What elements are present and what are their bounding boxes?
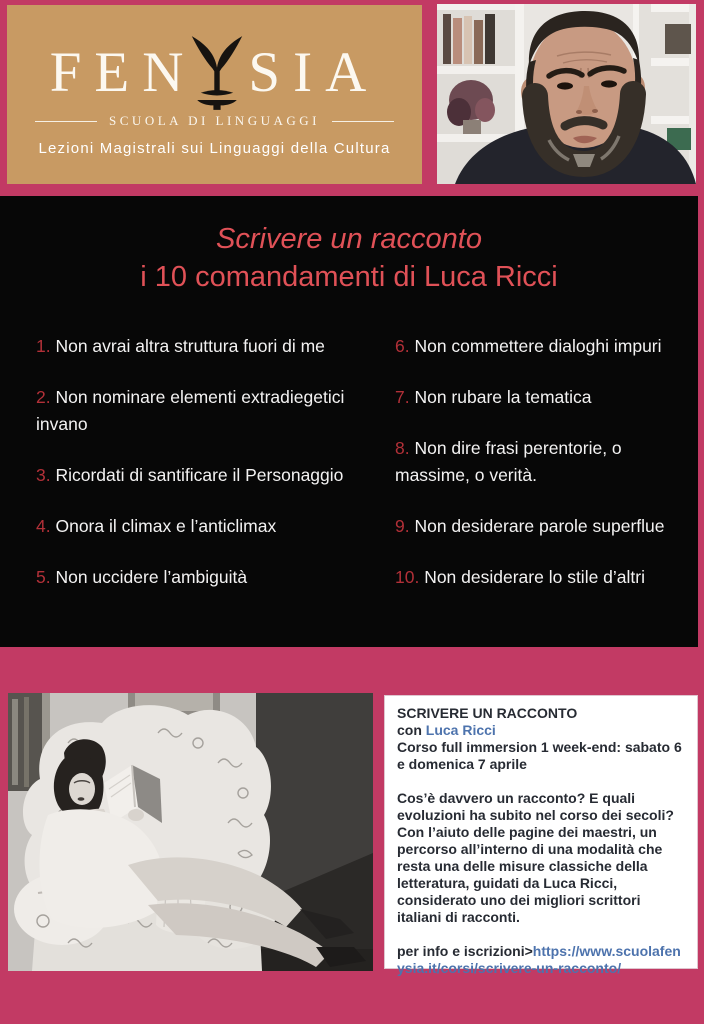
commandments-columns [0,333,698,615]
info-link[interactable]: https://www.scuolafenysia.it/corsi/scrivere-un-racconto/ [397,943,681,976]
footer-band [0,647,704,1024]
commandment-text: Onora il climax e l’anticlimax [50,516,277,536]
card-title: SCRIVERE UN RACCONTO [397,705,578,721]
commandment-text: Non uccidere l’ambiguità [50,567,248,587]
commandment-item-7 [395,384,695,411]
reading-woman-illustration [8,693,373,971]
author-link[interactable]: Luca Ricci [425,722,496,738]
header-band [0,0,704,196]
commandment-text: Non desiderare parole superflue [409,516,665,536]
info-prefix: per info e iscrizioni> [397,943,533,959]
commandment-number: 9. [395,516,410,536]
commandment-item-2 [36,384,366,438]
selfie-illustration [437,4,696,184]
commandment-item-9 [395,513,695,540]
commandment-number: 6. [395,336,410,356]
fenysia-logo-box [7,5,422,184]
commandment-item-3 [36,462,366,489]
commandment-number: 10. [395,567,420,587]
commandment-text: Non dire frasi perentorie, o massime, o verità. [395,438,622,485]
commandment-item-5 [36,564,366,591]
logo-subtitle: SCUOLA DI LINGUAGGI [109,113,320,128]
subtitle-rule-right [332,121,394,122]
wordmark-left: FEN [49,41,197,104]
commandment-number: 1. [36,336,51,356]
course-subtitle: i 10 comandamenti di Luca Ricci [140,261,558,293]
fenysia-wordmark [49,35,380,104]
wordmark-right: SIA [248,41,380,104]
logo-subtitle-row [7,113,422,129]
commandment-text: Ricordati di santificare il Personaggio [50,465,344,485]
course-title-italic: Scrivere un racconto [216,223,482,255]
commandment-number: 8. [395,438,410,458]
luca-ricci-selfie-photo [437,4,696,184]
subtitle-rule-left [35,121,97,122]
commandments-right-column [395,333,695,615]
card-schedule: Corso full immersion 1 week-end: sabato 6 e domenica 7 aprile [397,739,682,772]
commandment-item-4 [36,513,366,540]
course-info-card [384,695,698,976]
commandment-item-1 [36,333,366,360]
card-author-line [397,722,685,739]
commandment-item-6 [395,333,695,360]
commandment-number: 7. [395,387,410,407]
card-info-line [397,943,685,977]
commandment-text: Non rubare la tematica [409,387,592,407]
commandment-number: 5. [36,567,51,587]
commandments-left-column [36,333,366,615]
logo-tagline: Lezioni Magistrali sui Linguaggi della Cultura [38,140,391,157]
commandment-text: Non desiderare lo stile d’altri [419,567,645,587]
commandment-item-8 [395,435,695,489]
commandment-item-10 [395,564,695,591]
reading-woman-photo [8,693,373,971]
commandments-panel [0,196,698,647]
commandment-number: 4. [36,516,51,536]
commandment-number: 2. [36,387,51,407]
commandment-text: Non commettere dialoghi impuri [409,336,662,356]
commandment-text: Non nominare elementi extradiegetici invano [36,387,345,434]
fenysia-tail-symbol-icon [190,35,244,111]
author-prefix: con [397,722,426,738]
commandment-text: Non avrai altra struttura fuori di me [50,336,325,356]
commandment-number: 3. [36,465,51,485]
card-description: Cos’è davvero un racconto? E quali evoluzioni ha subito nel corso dei secoli? Con l’aiuto delle pagine dei maestri, un percorso all’interno di una modalità che resta una delle misure classiche della letteratura, guidati da Luca Ricci, considerato uno dei migliori scrittori italiani di racconti. [397,790,674,925]
